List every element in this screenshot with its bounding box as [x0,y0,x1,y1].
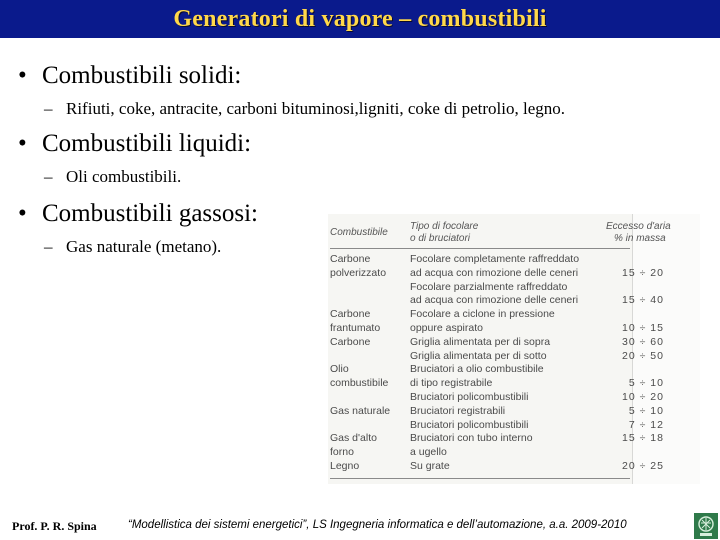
bullet-label: Combustibili liquidi: [42,130,252,157]
cell-fuel: polverizzato [330,266,387,279]
sub-bullet-liquid-fuels [44,166,181,188]
cell-excess-air: 15 ÷ 40 [622,294,664,307]
cell-fuel: Carbone [330,335,371,348]
header-burner-type: Tipo di focolare [410,221,479,232]
bullet-icon: • [18,200,27,227]
header-burner-type-2: o di bruciatori [410,233,471,244]
cell-burner-type: oppure aspirato [410,322,483,334]
cell-excess-air: 20 ÷ 25 [622,460,664,472]
cell-fuel: Carbone [330,308,371,321]
cell-burner-type: Bruciatori a olio combustibile [410,363,544,376]
cell-burner-type: Focolare a ciclone in pressione [410,308,555,321]
cell-fuel: Olio [330,363,349,376]
cell-burner-type: a ugello [410,446,447,459]
cell-burner-type: ad acqua con rimozione delle ceneri [410,266,579,279]
cell-excess-air: 15 ÷ 18 [622,432,664,445]
slide-title: Generatori di vapore – combustibili [173,6,547,32]
sub-bullet-text: Oli combustibili. [66,167,182,186]
cell-burner-type: Griglia alimentata per di sopra [410,335,551,348]
header-fuel: Combustibile [330,227,388,238]
bullet-label: Combustibili gassosi: [42,200,259,227]
cell-fuel: Gas d'alto [330,432,377,445]
cell-fuel: Carbone [330,253,371,265]
dash-icon: – [44,237,53,256]
cell-fuel: Gas naturale [330,404,391,417]
cell-burner-type: Focolare parzialmente raffreddato [410,280,568,293]
table-header [328,220,700,246]
header-excess-air-unit: % in massa [614,233,666,244]
footer-course: “Modellistica dei sistemi energetici”, LS Ingegneria informatica e dell’automazione, a.a. 2009-2010 [128,519,627,531]
bullet-icon: • [18,62,27,89]
bullet-label: Combustibili solidi: [42,62,242,89]
cell-excess-air: 5 ÷ 10 [628,404,664,417]
bullet-gaseous-fuels [18,199,258,229]
cell-burner-type: Bruciatori policombustibili [410,418,529,431]
footer-author: Prof. P. R. Spina [12,519,97,533]
sub-bullet-solid-fuels [44,98,565,120]
cell-fuel: combustibile [330,377,389,390]
dash-icon: – [44,99,53,118]
header-rule [330,248,630,249]
cell-excess-air: 10 ÷ 15 [622,322,664,334]
sub-bullet-text: Gas naturale (metano). [66,237,222,256]
cell-fuel: forno [330,446,354,459]
cell-burner-type: Bruciatori con tubo interno [410,432,533,445]
cell-excess-air: 30 ÷ 60 [622,335,664,348]
cell-fuel: Legno [330,460,360,472]
sub-bullet-gaseous-fuels [44,236,221,258]
bullet-icon: • [18,130,27,157]
dash-icon: – [44,167,53,186]
cell-excess-air: 7 ÷ 12 [628,418,664,431]
bullet-liquid-fuels [18,129,251,159]
excess-air-table [328,214,700,484]
cell-burner-type: di tipo registrabile [410,377,493,390]
sub-bullet-text: Rifiuti, coke, antracite, carboni bituminosi,ligniti, coke di petrolio, legno. [66,99,566,118]
cell-fuel: frantumato [330,322,381,334]
bullet-solid-fuels [18,61,241,91]
bottom-rule [330,478,630,479]
cell-burner-type: Bruciatori registrabili [410,404,506,417]
cell-burner-type: Bruciatori policombustibili [410,391,529,403]
cell-burner-type: Focolare completamente raffreddato [410,253,580,265]
header-excess-air: Eccesso d'aria [606,221,671,232]
cell-excess-air: 10 ÷ 20 [622,391,664,403]
cell-excess-air: 5 ÷ 10 [628,377,664,390]
university-seal-icon [694,513,718,539]
cell-excess-air: 15 ÷ 20 [622,266,664,279]
cell-burner-type: Su grate [410,460,450,472]
cell-excess-air: 20 ÷ 50 [622,349,664,362]
cell-burner-type: Griglia alimentata per di sotto [410,349,547,362]
cell-burner-type: ad acqua con rimozione delle ceneri [410,294,579,307]
